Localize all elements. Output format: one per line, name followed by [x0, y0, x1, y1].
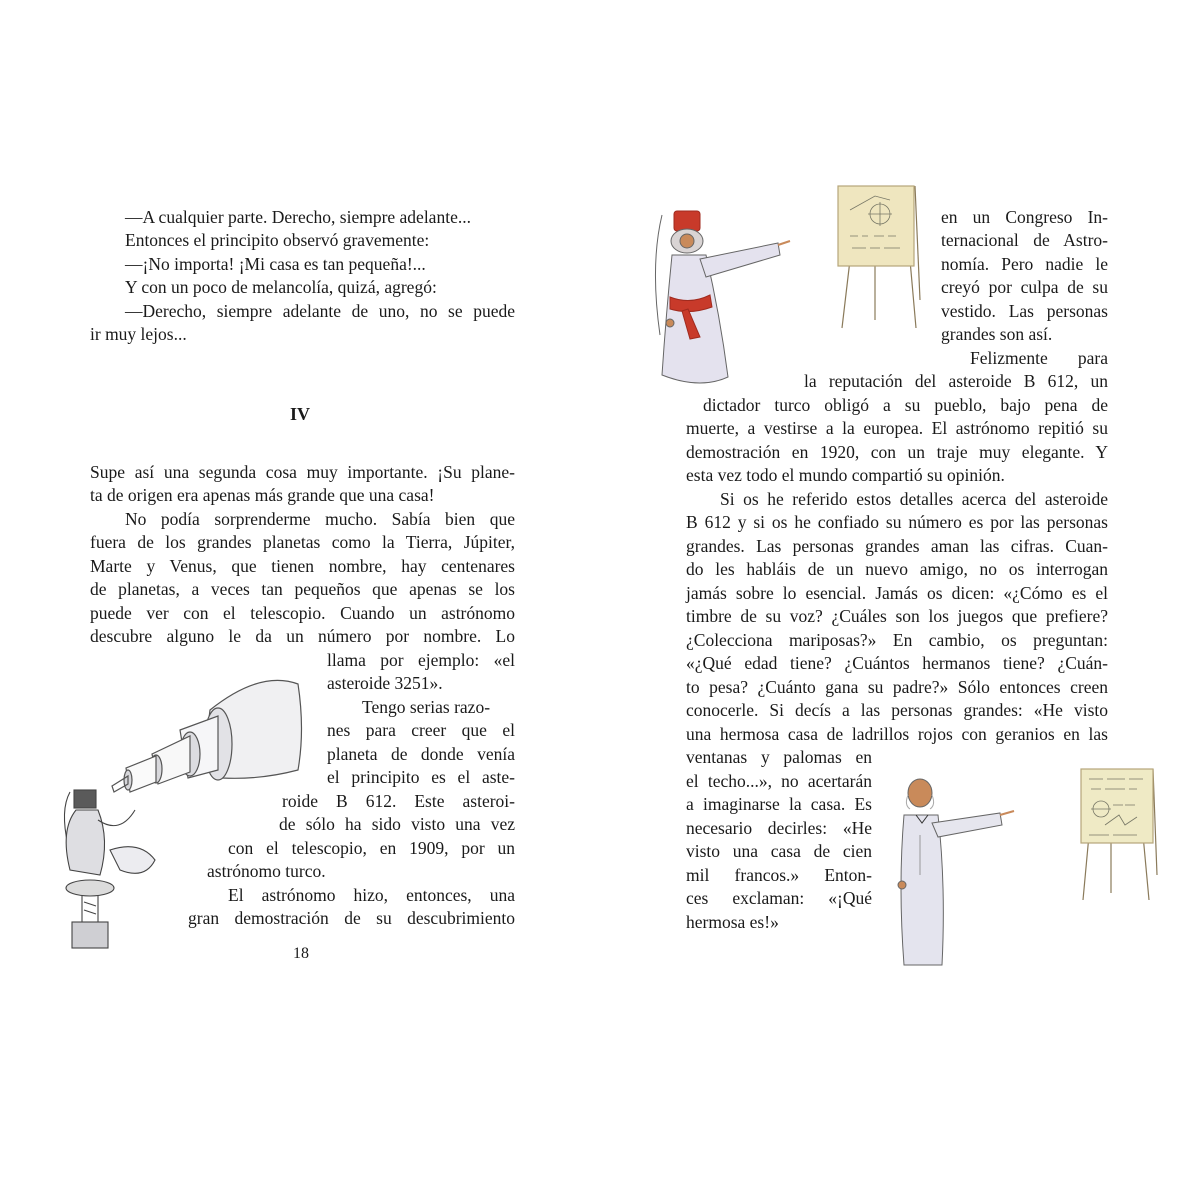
text-line: a imaginarse la casa. Es — [686, 794, 872, 814]
text-line: Supe así una segunda cosa muy importante. ¡Su plane- — [90, 462, 515, 482]
text-line: de planetas, a veces tan pequeños que apenas se los — [90, 579, 515, 599]
page-number: 18 — [293, 945, 309, 962]
text-line: grandes. Las personas grandes aman las cifras. Cuan- — [686, 536, 1108, 556]
text-line: esta vez todo el mundo compartió su opinión. — [686, 465, 1005, 485]
text-line: Si os he referido estos detalles acerca del asteroide — [720, 489, 1108, 509]
astronomer-suit-illustration — [890, 775, 1040, 975]
turkish-astronomer-illustration — [640, 205, 800, 395]
text-line: El astrónomo hizo, entonces, una — [228, 885, 515, 905]
text-line: Felizmente para — [970, 348, 1108, 368]
astronomer-telescope-illustration — [40, 660, 330, 960]
blackboard-easel-illustration — [830, 180, 930, 330]
text-line: timbre de su voz? ¿Cuáles son los juegos que prefiere? — [686, 606, 1108, 626]
right-page — [600, 0, 1200, 1200]
text-line: necesario decirles: «He — [686, 818, 872, 838]
text-line: ta de origen era apenas más grande que una casa! — [90, 485, 435, 505]
text-line: el principito es el aste- — [327, 767, 515, 787]
text-line: ces exclaman: «¡Qué — [686, 888, 872, 908]
text-line: muerte, a vestirse a la europea. El astrónomo repitió su — [686, 418, 1108, 438]
text-line: No podía sorprenderme mucho. Sabía bien que — [125, 509, 515, 529]
text-line: demostración en 1920, con un traje muy elegante. Y — [686, 442, 1108, 462]
text-line: hermosa es!» — [686, 912, 779, 932]
text-line: el techo...», no acertarán — [686, 771, 872, 791]
text-line: descubre alguno le da un número por nombre. Lo — [90, 626, 515, 646]
text-line: roide B 612. Este asteroi- — [282, 791, 515, 811]
text-line: —A cualquier parte. Derecho, siempre adelante... — [125, 207, 471, 227]
text-line: vestido. Las personas — [941, 301, 1108, 321]
chapter-heading: IV — [290, 404, 311, 424]
text-line: B 612 y si os he confiado su número es por las personas — [686, 512, 1108, 532]
text-line: ventanas y palomas en — [686, 747, 872, 767]
text-line: do les habláis de un nuevo amigo, no os interrogan — [686, 559, 1108, 579]
text-line: Marte y Venus, que tienen nombre, hay centenares — [90, 556, 515, 576]
text-line: Tengo serias razo- — [362, 697, 491, 717]
text-line: Entonces el principito observó gravemente: — [125, 230, 430, 250]
text-line: la reputación del asteroide B 612, un — [804, 371, 1108, 391]
text-line: ir muy lejos... — [90, 324, 187, 344]
text-line: to pesa? ¿Cuánto gana su padre?» Sólo entonces creen — [686, 677, 1108, 697]
text-line: jamás sobre lo esencial. Jamás os dicen: «¿Cómo es el — [686, 583, 1108, 603]
text-line: «¿Qué edad tiene? ¿Cuántos hermanos tiene? ¿Cuán- — [686, 653, 1108, 673]
blackboard-easel-illustration — [1075, 765, 1165, 905]
text-line: visto una casa de cien — [686, 841, 872, 861]
text-line: Y con un poco de melancolía, quizá, agregó: — [125, 277, 437, 297]
text-line: llama por ejemplo: «el — [327, 650, 515, 670]
text-line: nomía. Pero nadie le — [941, 254, 1108, 274]
text-line: —Derecho, siempre adelante de uno, no se puede — [125, 301, 515, 321]
text-line: una hermosa casa de ladrillos rojos con geranios en las — [686, 724, 1108, 744]
text-line: creyó por culpa de su — [941, 277, 1108, 297]
text-line: ¿Colecciona mariposas?» En cambio, os preguntan: — [686, 630, 1108, 650]
text-line: mil francos.» Enton- — [686, 865, 872, 885]
text-line: asteroide 3251». — [327, 673, 443, 693]
text-line: en un Congreso In- — [941, 207, 1108, 227]
text-line: puede ver con el telescopio. Cuando un astrónomo — [90, 603, 515, 623]
text-line: —¡No importa! ¡Mi casa es tan pequeña!... — [125, 254, 426, 274]
text-line: nes para creer que el — [327, 720, 515, 740]
text-line: de sólo ha sido visto una vez — [279, 814, 515, 834]
text-line: astrónomo turco. — [207, 861, 326, 881]
text-line: ternacional de Astro- — [941, 230, 1108, 250]
text-line: con el telescopio, en 1909, por un — [228, 838, 515, 858]
text-line: dictador turco obligó a su pueblo, bajo pena de — [703, 395, 1108, 415]
text-line: gran demostración de su descubrimiento — [188, 908, 515, 928]
text-line: planeta de donde venía — [327, 744, 515, 764]
text-line: fuera de los grandes planetas como la Tierra, Júpiter, — [90, 532, 515, 552]
text-line: conocerle. Si decís a las personas grandes: «He visto — [686, 700, 1108, 720]
text-line: grandes son así. — [941, 324, 1053, 344]
